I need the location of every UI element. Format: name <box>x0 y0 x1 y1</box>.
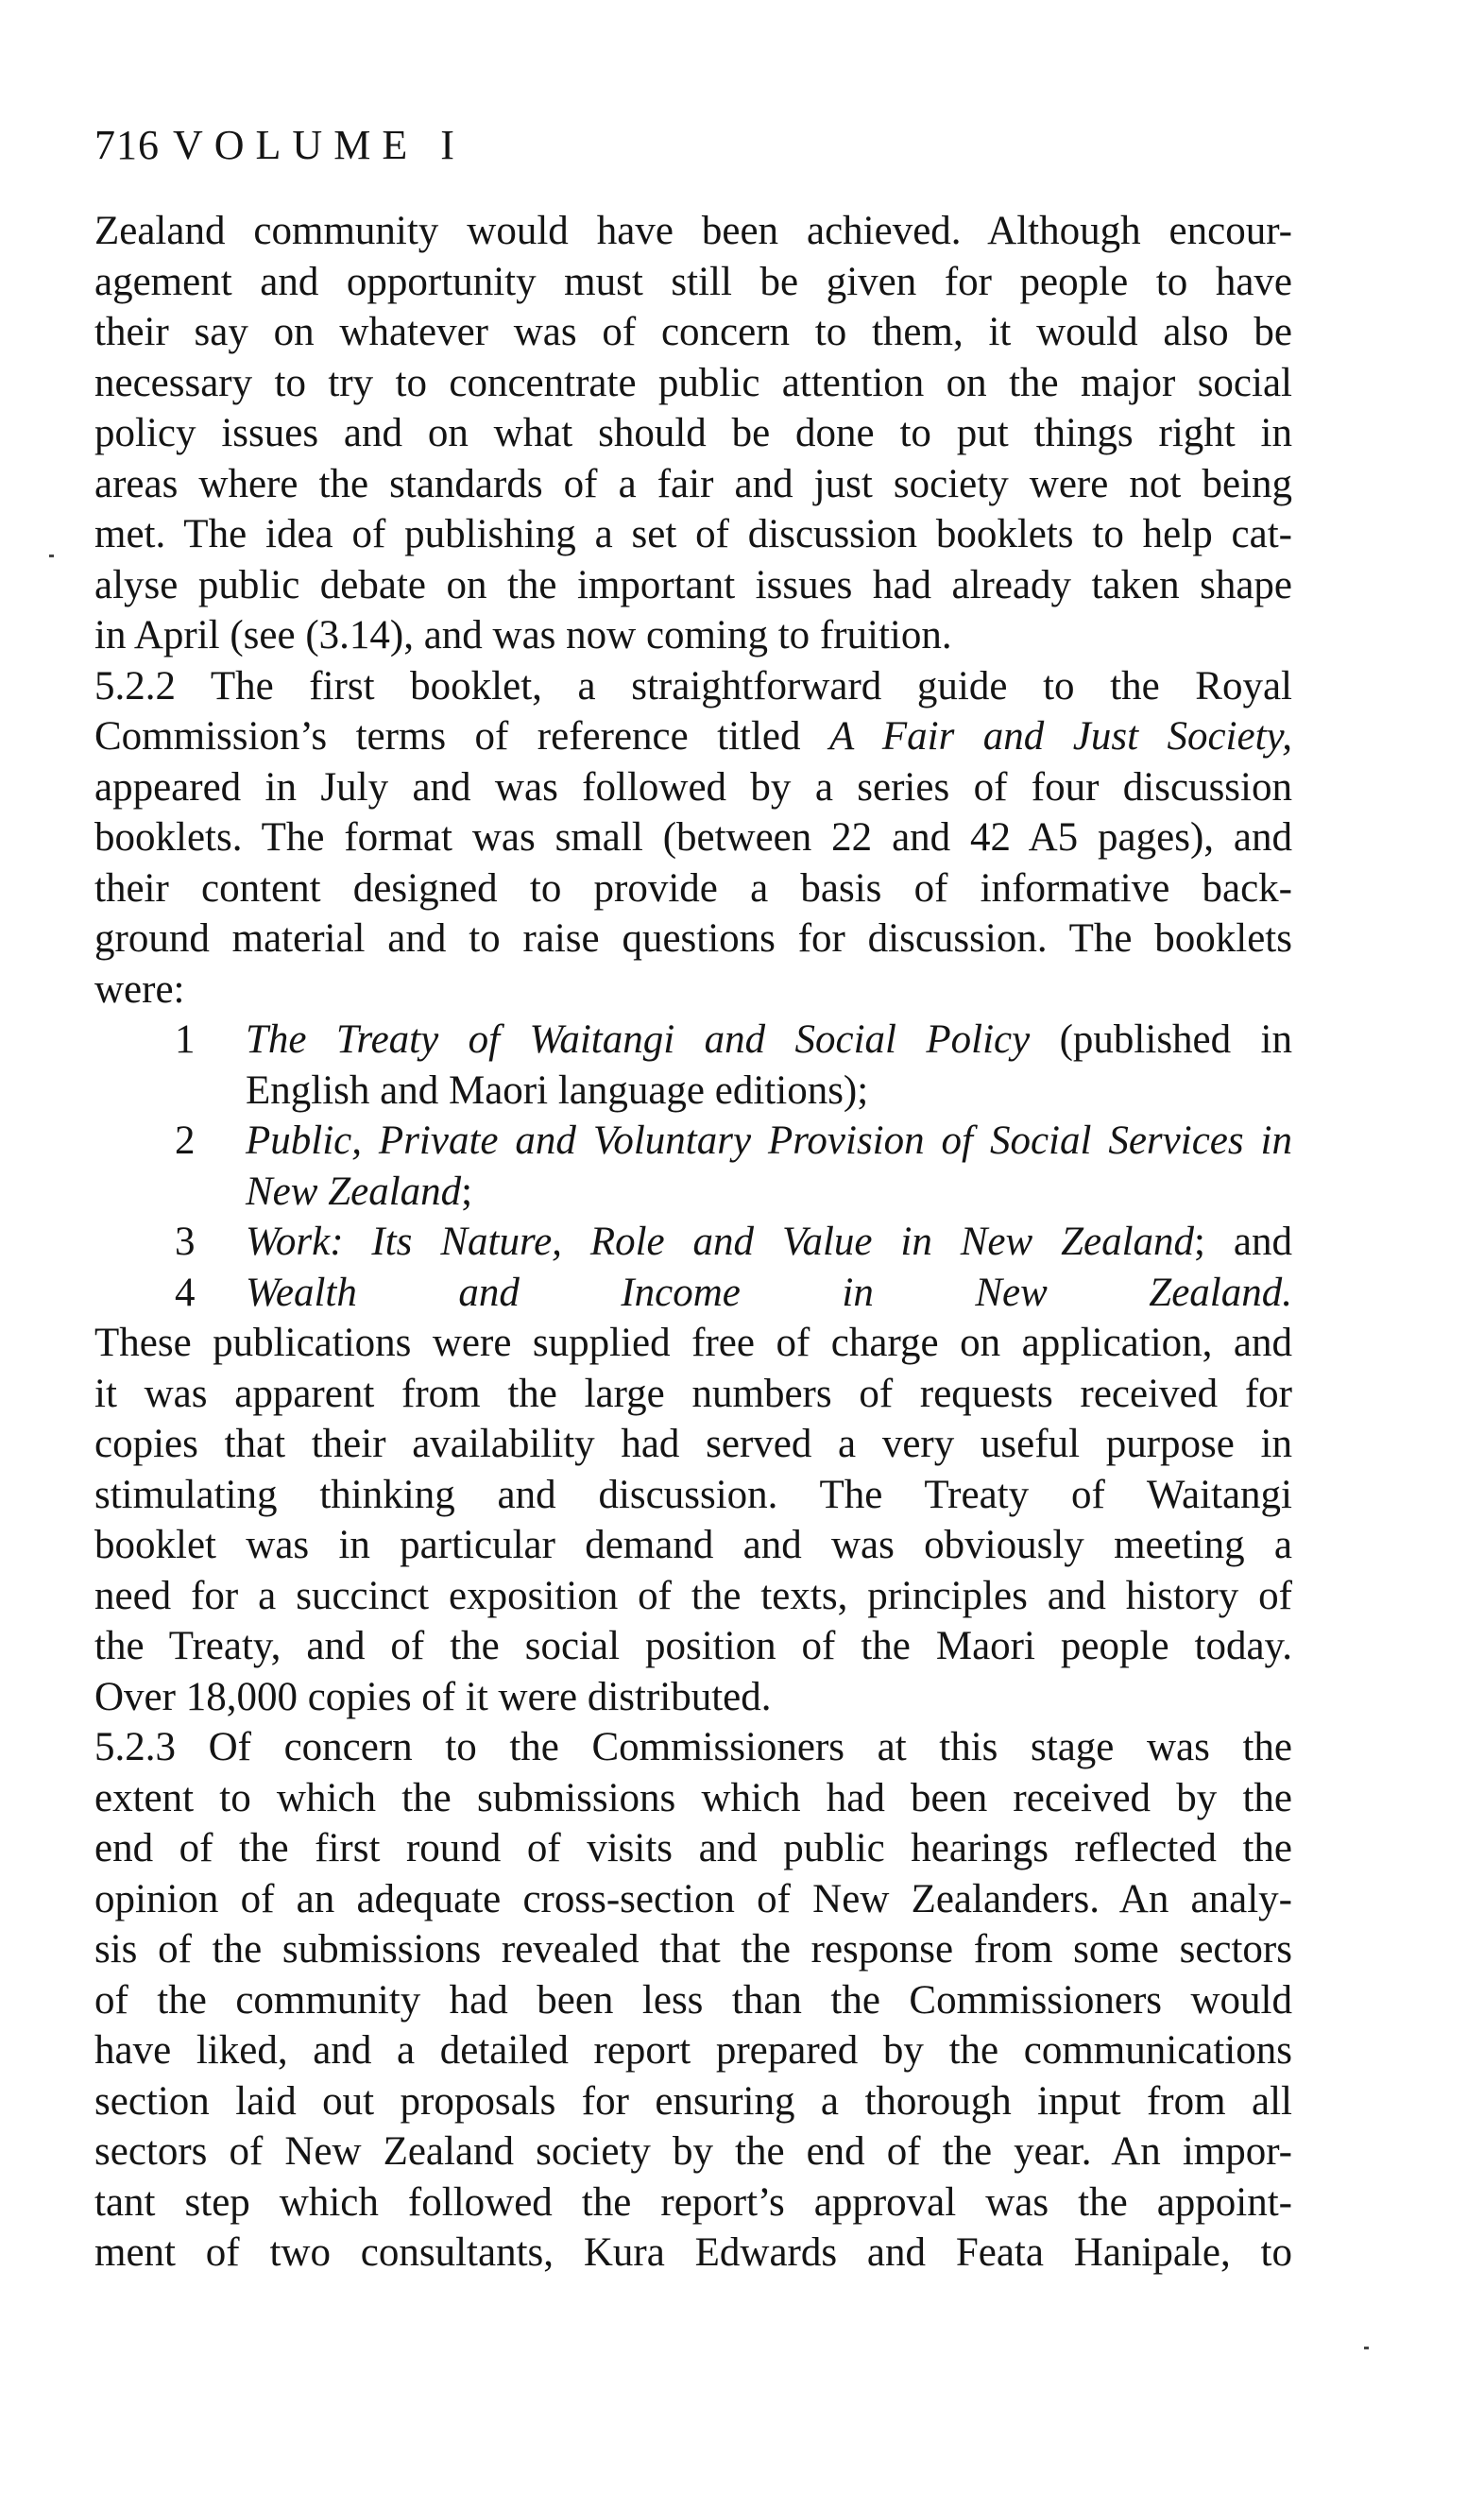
list-item-continuation: English and Maori language editions); <box>246 1067 869 1113</box>
list-number: 1 <box>175 1017 196 1062</box>
text-line: Commission’s terms of reference titled A Fair and Just Society, <box>94 714 1292 759</box>
paragraph-continuation <box>94 206 1292 661</box>
text-line: areas where the standards of a fair and just society were not being <box>94 461 1292 506</box>
scan-mark <box>49 555 54 557</box>
text-line: stimulating thinking and discussion. The Treaty of Waitangi <box>94 1472 1292 1517</box>
paragraph-publications <box>94 1318 1292 1722</box>
text-line: were: <box>94 966 185 1012</box>
booklet-title: A Fair and Just Society, <box>828 714 1292 759</box>
text-line: 5.2.3 Of concern to the Commissioners at this stage was the <box>94 1725 1292 1769</box>
page-number: 716 <box>94 122 160 168</box>
list-number: 3 <box>175 1220 196 1264</box>
text-line: sis of the submissions revealed that the response from some sectors <box>94 1927 1292 1972</box>
text-line: their say on whatever was of concern to them, it would also be <box>94 310 1292 354</box>
booklet-list <box>94 1015 1292 1318</box>
text-line: ment of two consultants, Kura Edwards and Feata Hanipale, to <box>94 2230 1292 2275</box>
list-number: 4 <box>175 1270 196 1315</box>
text-line: need for a succinct exposition of the texts, principles and history of <box>94 1573 1292 1618</box>
text-line: opinion of an adequate cross-section of New Zealanders. An analy- <box>94 1876 1292 1921</box>
text-line: Over 18,000 copies of it were distributed. <box>94 1674 772 1719</box>
text-line: their content designed to provide a basis of informative back- <box>94 865 1292 911</box>
text-line: policy issues and on what should be done to put things right in <box>94 411 1292 455</box>
list-number: 2 <box>175 1118 196 1163</box>
text-line: extent to which the submissions which had been received by the <box>94 1775 1292 1820</box>
booklet-title: Wealth and Income in New Zealand. <box>246 1270 1292 1315</box>
booklet-title: Public, Private and Voluntary Provision of Social Services in <box>246 1118 1292 1163</box>
list-item: 1 The Treaty of Waitangi and Social Policy (published in <box>94 1015 1292 1066</box>
text-line: alyse public debate on the important issues had already taken shape <box>94 562 1292 607</box>
text-line: it was apparent from the large numbers of requests received for <box>94 1371 1292 1416</box>
text-line: 5.2.2 The first booklet, a straightforward guide to the Royal <box>94 663 1292 709</box>
paragraph-5-2-3 <box>94 1722 1292 2279</box>
text-line: the Treaty, and of the social position of the Maori people today. <box>94 1624 1292 1668</box>
list-item-continuation: New Zealand; <box>246 1169 473 1214</box>
text-line: of the community had been less than the Commissioners would <box>94 1977 1292 2023</box>
text-line: booklets. The format was small (between 22 and 42 A5 pages), and <box>94 815 1292 860</box>
text-line: sectors of New Zealand society by the end of the year. An impor- <box>94 2129 1292 2174</box>
text-line: booklet was in particular demand and was obviously meeting a <box>94 1523 1292 1567</box>
text-line: met. The idea of publishing a set of discussion booklets to help cat- <box>94 512 1292 556</box>
text-line: in April (see (3.14), and was now coming to fruition. <box>94 613 952 657</box>
paragraph-5-2-2 <box>94 661 1292 1016</box>
text-line: tant step which followed the report’s approval was the appoint- <box>94 2179 1292 2225</box>
text-line: necessary to try to concentrate public attention on the major social <box>94 360 1292 405</box>
text-line: copies that their availability had served a very useful purpose in <box>94 1422 1292 1466</box>
body-text <box>94 206 1292 2279</box>
text-line: section laid out proposals for ensuring a thorough input from all <box>94 2078 1292 2124</box>
text-line: appeared in July and was followed by a series of four discussion <box>94 764 1292 810</box>
text-line: Zealand community would have been achieved. Although encour- <box>94 209 1292 253</box>
text-line: ground material and to raise questions for discussion. The booklets <box>94 916 1292 961</box>
scan-mark <box>1364 2347 1369 2349</box>
text-line: end of the first round of visits and public hearings reflected the <box>94 1826 1292 1870</box>
booklet-title: Work: Its Nature, Role and Value in New Zealand <box>246 1220 1195 1264</box>
text-line: These publications were supplied free of charge on application, and <box>94 1321 1292 1365</box>
booklet-title: The Treaty of Waitangi and Social Policy <box>246 1017 1031 1062</box>
list-item: 3 Work: Its Nature, Role and Value in New Zealand; and <box>94 1217 1292 1268</box>
text-line: have liked, and a detailed report prepared by the communications <box>94 2028 1292 2073</box>
list-item <box>94 1268 1292 1319</box>
running-header <box>94 121 466 169</box>
volume-label: VOLUME I <box>173 122 466 168</box>
list-item <box>94 1116 1292 1167</box>
text-line: agement and opportunity must still be given for people to have <box>94 259 1292 304</box>
